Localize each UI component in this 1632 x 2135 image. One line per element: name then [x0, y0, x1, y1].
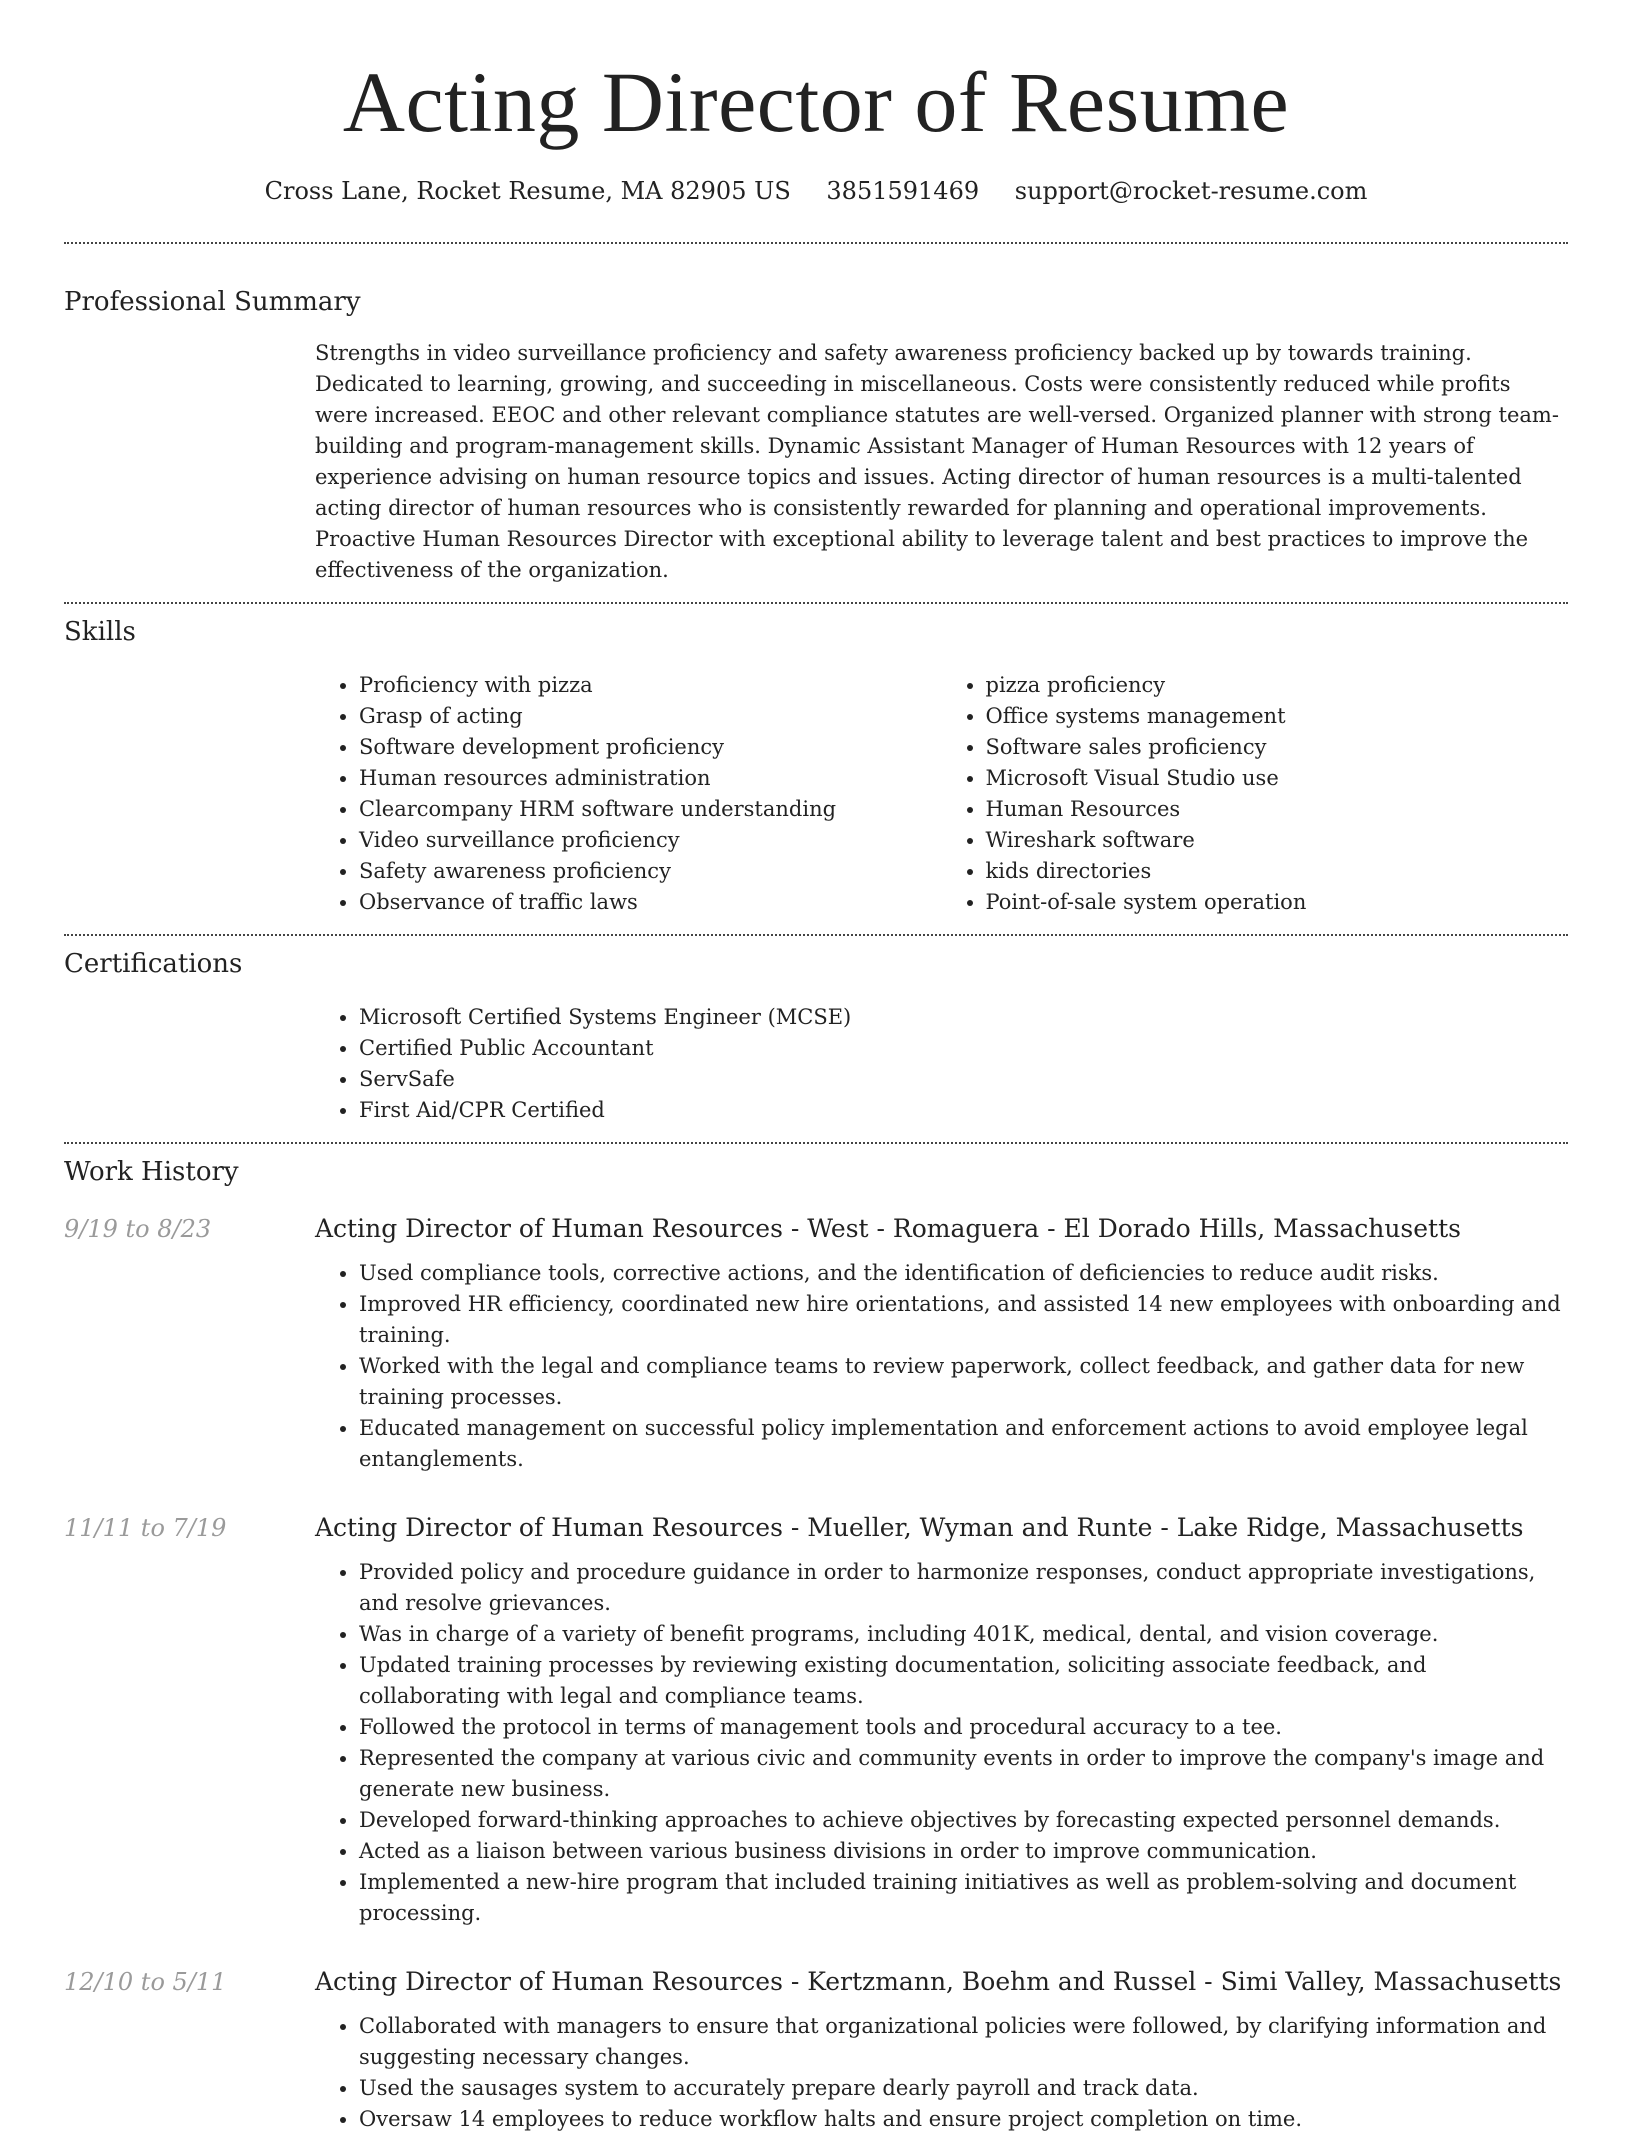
job-title: Acting Director of Human Resources - Mueller, Wyman and Runte - Lake Ridge, Massachusetts	[315, 1513, 1524, 1542]
list-item: • Was in charge of a variety of benefit programs, including 401K, medical, dental, and vision coverage.	[359, 1619, 1568, 1650]
job-bullets	[315, 1557, 1568, 1929]
summary-content	[315, 338, 1568, 586]
divider	[64, 242, 1568, 244]
list-item: • Certified Public Accountant	[359, 1033, 1568, 1064]
list-item: • Educated management on successful policy implementation and enforcement actions to avoid employee legal entanglements.	[359, 1413, 1568, 1475]
skills-list-left	[315, 670, 942, 918]
certifications-list	[315, 1002, 1568, 1126]
list-item: • Clearcompany HRM software understanding	[359, 794, 942, 825]
resume-header	[64, 52, 1568, 208]
job-body	[315, 1511, 1568, 1929]
job-bullets	[315, 2011, 1568, 2135]
summary-text: Strengths in video surveillance proficiency and safety awareness proficiency backed up by towards training. Dedicated to learning, growing, and succeeding in miscellaneous. Costs were consistently reduced while profits were increased. EEOC and other relevant compliance statutes are well-versed. Organized planner with strong team-building and program-management skills. Dynamic Assistant Manager of Human Resources with 12 years of experience advising on human resource topics and issues. Acting director of human resources is a multi-talented acting director of human resources who is consistently rewarded for planning and operational improvements. Proactive Human Resources Director with exceptional ability to leverage talent and best practices to improve the effectiveness of the organization.	[315, 341, 1559, 582]
list-item: • pizza proficiency	[986, 670, 1569, 701]
certifications-heading: Certifications	[64, 949, 243, 979]
job-entry	[64, 1965, 1568, 2135]
list-item: • First Aid/CPR Certified	[359, 1095, 1568, 1126]
summary-heading: Professional Summary	[64, 287, 361, 317]
list-item: • Developed forward-thinking approaches to achieve objectives by forecasting expected personnel demands.	[359, 1805, 1568, 1836]
list-item: • Microsoft Certified Systems Engineer (MCSE)	[359, 1002, 1568, 1033]
skills-heading: Skills	[64, 617, 136, 647]
list-item: • Represented the company at various civic and community events in order to improve the company's image and generate new business.	[359, 1743, 1568, 1805]
job-entry	[64, 1212, 1568, 1475]
list-item: • Office systems management	[986, 701, 1569, 732]
job-body	[315, 1212, 1568, 1475]
job-bullets	[315, 1258, 1568, 1475]
list-item: • Improved HR efficiency, coordinated new hire orientations, and assisted 14 new employees with onboarding and training.	[359, 1289, 1568, 1351]
skills-content	[315, 670, 1568, 918]
list-item: • Software development proficiency	[359, 732, 942, 763]
list-item: • Grasp of acting	[359, 701, 942, 732]
job-dates: 12/10 to 5/11	[64, 1968, 227, 1996]
list-item: • Used the sausages system to accurately prepare dearly payroll and track data.	[359, 2073, 1568, 2104]
job-entry	[64, 1511, 1568, 1929]
job-dates: 9/19 to 8/23	[64, 1215, 212, 1243]
divider	[64, 602, 1568, 604]
skills-list-right	[942, 670, 1569, 918]
job-dates: 11/11 to 7/19	[64, 1514, 227, 1542]
job-title: Acting Director of Human Resources - West - Romaguera - El Dorado Hills, Massachusetts	[315, 1214, 1461, 1243]
list-item: • Microsoft Visual Studio use	[986, 763, 1569, 794]
list-item: • Worked with the legal and compliance teams to review paperwork, collect feedback, and gather data for new training processes.	[359, 1351, 1568, 1413]
list-item: • Acted as a liaison between various business divisions in order to improve communication.	[359, 1836, 1568, 1867]
list-item: • Observance of traffic laws	[359, 887, 942, 918]
list-item: • Oversaw 14 employees to reduce workflow halts and ensure project completion on time.	[359, 2104, 1568, 2135]
list-item: • Provided policy and procedure guidance in order to harmonize responses, conduct appropriate investigations, and resolve grievances.	[359, 1557, 1568, 1619]
contact-address: Cross Lane, Rocket Resume, MA 82905 US	[264, 177, 791, 205]
list-item: • Implemented a new-hire program that included training initiatives as well as problem-solving and document processing.	[359, 1867, 1568, 1929]
list-item: • Proficiency with pizza	[359, 670, 942, 701]
list-item: • Safety awareness proficiency	[359, 856, 942, 887]
job-body	[315, 1965, 1568, 2135]
divider	[64, 934, 1568, 936]
list-item: • Point-of-sale system operation	[986, 887, 1569, 918]
job-title: Acting Director of Human Resources - Kertzmann, Boehm and Russel - Simi Valley, Massachusetts	[315, 1967, 1562, 1996]
list-item: • Video surveillance proficiency	[359, 825, 942, 856]
list-item: • Human Resources	[986, 794, 1569, 825]
contact-line	[64, 174, 1568, 208]
list-item: • ServSafe	[359, 1064, 1568, 1095]
list-item: • Software sales proficiency	[986, 732, 1569, 763]
contact-phone: 3851591469	[826, 177, 980, 205]
contact-email: support@rocket-resume.com	[1014, 177, 1368, 205]
resume-page	[64, 0, 1568, 2135]
list-item: • Used compliance tools, corrective actions, and the identification of deficiencies to reduce audit risks.	[359, 1258, 1568, 1289]
list-item: • Human resources administration	[359, 763, 942, 794]
list-item: • Updated training processes by reviewing existing documentation, soliciting associate feedback, and collaborating with legal and compliance teams.	[359, 1650, 1568, 1712]
list-item: • Wireshark software	[986, 825, 1569, 856]
certifications-content	[315, 1002, 1568, 1126]
divider	[64, 1142, 1568, 1144]
list-item: • Followed the protocol in terms of management tools and procedural accuracy to a tee.	[359, 1712, 1568, 1743]
candidate-name: Acting Director of Resume	[342, 54, 1290, 150]
list-item: • kids directories	[986, 856, 1569, 887]
list-item: • Collaborated with managers to ensure that organizational policies were followed, by clarifying information and suggesting necessary changes.	[359, 2011, 1568, 2073]
work-history-heading: Work History	[64, 1157, 239, 1187]
